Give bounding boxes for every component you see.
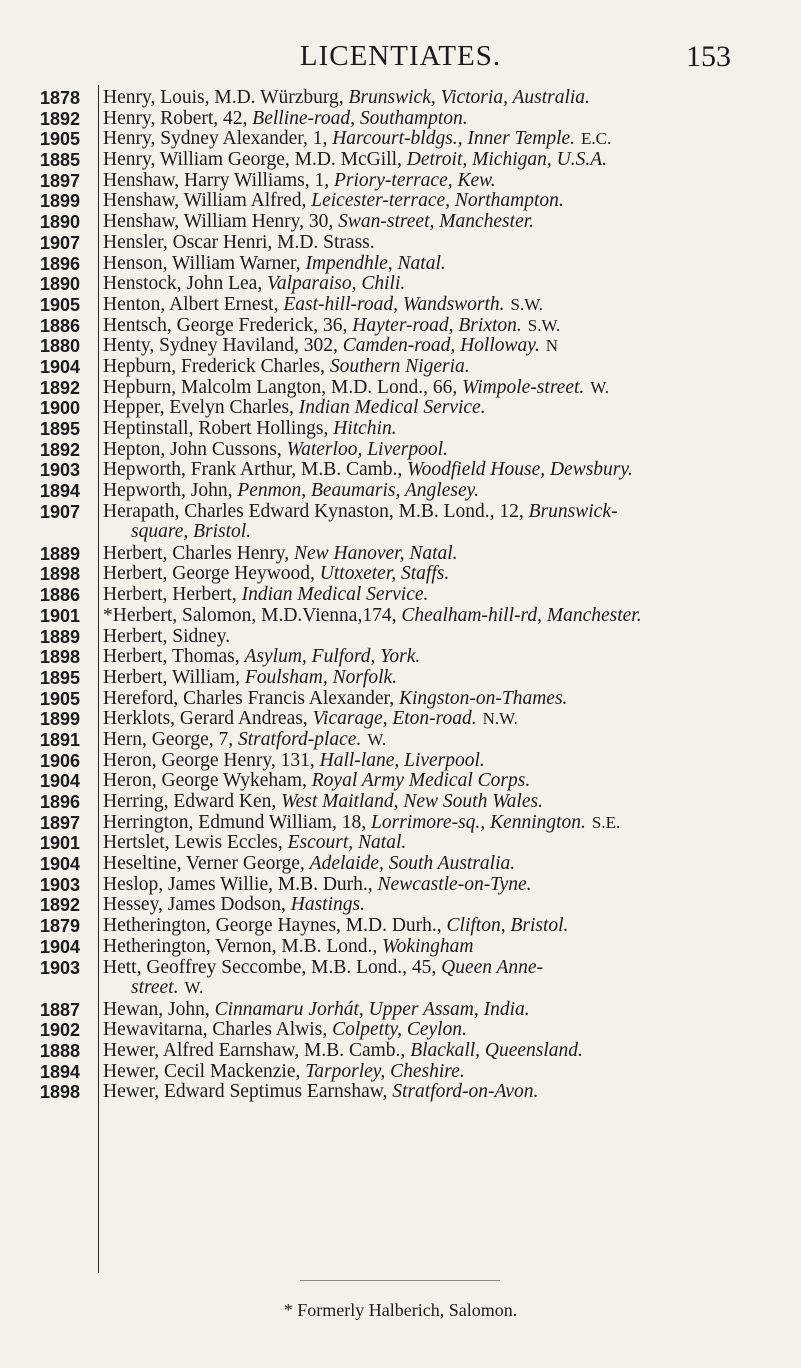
entry-address: Leicester-terrace, Northampton. [311,190,564,212]
entry-name: Hewer, Edward Septimus Earnshaw, [103,1081,393,1103]
entry-address: Tarporley, Cheshire. [305,1060,465,1082]
entry-name: Hewer, Cecil Mackenzie, [103,1060,306,1082]
entry-text [103,1041,783,1062]
list-item [0,440,801,461]
footnote: * Formerly Halberich, Salomon. [283,1300,518,1320]
list-item [0,730,801,751]
entry-address: Uttoxeter, Staffs. [319,563,450,585]
entry-year: 1887 [40,999,81,1020]
entry-name: Henton, Albert Ernest, [103,293,284,315]
entry-name: Hertslet, Lewis Eccles, [103,832,288,854]
list-item [0,171,801,192]
entry-year: 1899 [40,191,81,212]
entry-text [103,212,783,233]
entry-text [103,544,783,565]
list-item [0,502,801,544]
entry-address: Detroit, Michigan, U.S.A. [406,149,607,171]
entry-continuation [103,522,783,543]
entry-address: Belline-road, Southampton. [252,107,468,129]
entry-year: 1898 [40,564,81,585]
entry-year: 1890 [40,274,81,295]
entry-year: 1892 [40,377,81,398]
entry-name: Hepburn, Malcolm Langton, M.D. Lond., 66, [103,376,463,398]
entry-text [103,895,783,916]
entry-district: S.W. [510,294,543,314]
list-item [0,129,801,150]
list-item [0,109,801,130]
entry-text [103,585,783,606]
entry-name: Herrington, Edmund William, 18, [103,811,372,833]
entry-year: 1898 [40,1082,81,1103]
entry-text [103,109,783,130]
list-item [0,274,801,295]
entry-name: Hepburn, Frederick Charles, [103,355,330,377]
entry-text [103,419,783,440]
entry-name: Hewavitarna, Charles Alwis, [103,1019,333,1041]
entry-text [103,191,783,212]
entry-year: 1901 [40,833,81,854]
entry-address: Penmon, Beaumaris, Anglesey. [237,480,480,502]
entry-name: Hereford, Charles Francis Alexander, [103,687,399,709]
list-item [0,233,801,254]
entry-address: Indian Medical Service. [298,397,486,419]
list-item [0,295,801,316]
entry-district: W. [367,729,387,749]
entry-name: Herbert, George Heywood, [103,563,320,585]
entry-year: 1892 [40,439,81,460]
entry-year: 1900 [40,398,81,419]
entry-text [103,1062,783,1083]
entry-year: 1895 [40,667,81,688]
entry-name: *Herbert, Salomon, M.D.Vienna,174, [103,604,402,626]
list-item [0,709,801,730]
entry-name: Hetherington, Vernon, M.B. Lond., [103,935,383,957]
entry-address: Valparaiso, Chili. [267,273,406,295]
entry-address: Colpetty, Ceylon. [332,1019,467,1041]
entry-name: Hepworth, Frank Arthur, M.B. Camb., [103,459,408,481]
entry-name: Hepton, John Cussons, [103,438,287,460]
entry-address: Wokingham [382,935,474,957]
entry-name: Heslop, James Willie, M.B. Durh., [103,873,378,895]
entry-year: 1905 [40,129,81,150]
entry-name: Henry, William George, M.D. McGill, [103,149,407,171]
entry-name: Herapath, Charles Edward Kynaston, M.B. Lond., 12, [103,500,529,522]
entry-year: 1902 [40,1020,81,1041]
entry-text [103,606,783,627]
list-item [0,854,801,875]
entry-year: 1903 [40,957,81,978]
entry-year: 1897 [40,812,81,833]
entry-year: 1907 [40,501,81,522]
entry-year: 1886 [40,585,81,606]
entry-name: Henshaw, William Alfred, [103,190,312,212]
entry-district: S.E. [591,812,621,832]
entry-address: New Hanover, Natal. [293,542,458,564]
entry-name: Hetherington, George Haynes, M.D. Durh., [103,915,447,937]
entry-address: Blackall, Queensland. [410,1039,583,1061]
entry-name: Herbert, Sidney. [103,625,231,647]
entry-name: Herbert, Charles Henry, [103,542,294,564]
entry-address-continued: street. [131,977,179,999]
entry-address: Hall-lane, Liverpool. [319,749,485,771]
entry-name: Herklots, Gerard Andreas, [103,708,313,730]
entry-name: Henry, Louis, M.D. Würzburg, [103,87,349,108]
entry-address: Royal Army Medical Corps. [311,770,531,792]
entry-year: 1889 [40,626,81,647]
entry-text [103,295,783,316]
list-item [0,357,801,378]
list-item [0,1020,801,1041]
entry-name: Heron, George Wykeham, [103,770,312,792]
entry-name: Hewan, John, [103,998,215,1020]
entry-text [103,1000,783,1021]
entry-year: 1897 [40,170,81,191]
entry-text [103,440,783,461]
entry-address: Camden-road, Holloway. [342,335,540,357]
entry-name: Herring, Edward Ken, [103,791,282,812]
entry-district: N.W. [482,709,518,729]
entries-list [0,88,801,1103]
entry-year: 1894 [40,481,81,502]
entry-text [103,689,783,710]
list-item [0,751,801,772]
entry-text [103,378,783,399]
entry-year: 1886 [40,315,81,336]
entry-year: 1879 [40,916,81,937]
list-item [0,937,801,958]
entry-year: 1904 [40,936,81,957]
list-item [0,689,801,710]
entry-name: Heptinstall, Robert Hollings, [103,418,334,439]
entry-text [103,233,783,254]
entry-address: Brunswick- [528,500,618,522]
list-item [0,958,801,1000]
entry-year: 1905 [40,688,81,709]
entry-text [103,336,783,357]
entry-district: W. [184,978,204,998]
entry-district: N [545,336,559,356]
entry-text [103,316,783,337]
entry-year: 1896 [40,253,81,274]
entry-name: Herbert, William, [103,666,245,688]
list-item [0,398,801,419]
entry-address: Impendhle, Natal. [305,252,446,274]
entry-text [103,647,783,668]
list-item [0,212,801,233]
entry-address: Escourt, Natal. [287,832,407,854]
list-item [0,1082,801,1103]
list-item [0,254,801,275]
entry-text [103,813,783,834]
entry-text [103,627,783,648]
entry-text [103,937,783,958]
entry-name: Hepworth, John, [103,480,238,502]
entry-address: Stratford-on-Avon. [392,1081,539,1103]
entry-name: Herbert, Herbert, [103,584,242,606]
entry-name: Henshaw, Harry Williams, 1, [103,169,335,191]
list-item [0,606,801,627]
list-item [0,647,801,668]
entry-year: 1896 [40,792,81,812]
list-item [0,792,801,813]
entry-year: 1903 [40,874,81,895]
entry-name: Henry, Robert, 42, [103,107,253,129]
entry-name: Hett, Geoffrey Seccombe, M.B. Lond., 45, [103,956,442,978]
entry-text [103,171,783,192]
entry-text [103,150,783,171]
entry-text [103,481,783,502]
list-item [0,481,801,502]
entry-year: 1880 [40,336,81,357]
entry-address: West Maitland, New South Wales. [281,791,543,812]
entry-district: E.C. [581,129,612,149]
entry-address: East-hill-road, Wandsworth. [283,293,505,315]
entry-text [103,771,783,792]
entry-address: Foulsham, Norfolk. [244,666,398,688]
page-header [0,40,801,80]
entry-address: Harcourt-bldgs., Inner Temple. [332,128,576,150]
entry-text [103,129,783,150]
entry-year: 1891 [40,729,81,750]
list-item [0,191,801,212]
entry-text [103,254,783,275]
entry-text [103,1082,783,1103]
entry-continuation [103,978,783,999]
entry-year: 1904 [40,854,81,875]
entry-name: Hensler, Oscar Henri, M.D. Strass. [103,231,375,253]
entry-year: 1898 [40,647,81,668]
entry-year: 1899 [40,709,81,730]
entry-address: Chealham-hill-rd, Manchester. [401,604,642,626]
entry-year: 1904 [40,771,81,792]
list-item [0,460,801,481]
entry-text [103,274,783,295]
entry-text [103,751,783,772]
entry-text [103,502,783,543]
list-item [0,564,801,585]
list-item [0,419,801,440]
entry-address: Priory-terrace, Kew. [334,169,496,191]
entry-text [103,668,783,689]
entry-name: Hern, George, 7, [103,728,239,750]
entry-name: Heron, George Henry, 131, [103,749,320,771]
list-item [0,833,801,854]
entry-address: Indian Medical Service. [241,584,429,606]
entry-text [103,833,783,854]
list-item [0,150,801,171]
entry-year: 1905 [40,294,81,315]
list-item [0,895,801,916]
entry-text [103,564,783,585]
entry-year: 1888 [40,1040,81,1061]
entry-name: Henstock, John Lea, [103,273,268,295]
entry-year: 1901 [40,605,81,626]
entry-text [103,854,783,875]
entry-address: Kingston-on-Thames. [398,687,568,709]
entry-address: Waterloo, Liverpool. [286,438,448,460]
entry-text [103,398,783,419]
list-item [0,336,801,357]
list-item [0,585,801,606]
entry-address-continued: square, Bristol. [131,521,252,543]
entry-address: Adelaide, South Australia. [309,853,516,875]
entry-text [103,958,783,999]
entry-text [103,357,783,378]
entry-text [103,875,783,896]
entry-text [103,1020,783,1041]
entry-address: Clifton, Bristol. [446,915,569,937]
entry-name: Hentsch, George Frederick, 36, [103,314,353,336]
list-item [0,916,801,937]
entry-text [103,792,783,813]
entry-address: Swan-street, Manchester. [338,211,535,233]
list-item [0,813,801,834]
entry-year: 1903 [40,460,81,481]
entry-year: 1895 [40,419,81,439]
entry-year: 1878 [40,88,81,108]
entry-text [103,460,783,481]
list-item [0,668,801,689]
list-item [0,544,801,565]
list-item [0,771,801,792]
entry-address: Newcastle-on-Tyne. [377,873,532,895]
entry-district: W. [590,377,610,397]
entry-address: Hayter-road, Brixton. [352,314,522,336]
entry-address: Asylum, Fulford, York. [244,646,421,668]
entry-year: 1906 [40,750,81,771]
list-item [0,1041,801,1062]
entry-year: 1907 [40,232,81,253]
list-item [0,378,801,399]
footnote-rule [300,1280,500,1281]
entry-name: Henson, William Warner, [103,252,306,274]
entry-district: S.W. [527,315,561,335]
entry-year: 1885 [40,150,81,171]
entry-address: Stratford-place. [238,728,362,750]
entry-address: Hastings. [290,894,365,916]
entry-text [103,916,783,937]
entry-address: Wimpole-street. [462,376,585,398]
list-item [0,627,801,648]
entry-address: Lorrimore-sq., Kennington. [371,811,586,833]
entry-year: 1889 [40,543,81,564]
entry-name: Hewer, Alfred Earnshaw, M.B. Camb., [103,1039,411,1061]
entry-name: Hepper, Evelyn Charles, [103,397,299,419]
entry-text [103,730,783,751]
entry-year: 1892 [40,895,81,916]
entry-name: Henty, Sydney Haviland, 302, [103,335,343,357]
entry-address: Woodfield House, Dewsbury. [407,459,633,481]
list-item [0,1000,801,1021]
list-item [0,88,801,109]
list-item [0,316,801,337]
list-item [0,875,801,896]
entry-year: 1892 [40,108,81,129]
entry-address: Southern Nigeria. [329,355,470,377]
running-title: LICENTIATES. [299,40,502,72]
list-item [0,1062,801,1083]
page-number: 153 [686,40,731,73]
entry-year: 1890 [40,212,81,233]
entry-address: Cinnamaru Jorhát, Upper Assam, India. [214,998,530,1020]
entry-text [103,88,783,109]
entry-name: Henshaw, William Henry, 30, [103,211,339,233]
entry-address: Vicarage, Eton-road. [312,708,477,730]
entry-text [103,709,783,730]
entry-address: Queen Anne- [441,956,544,978]
entry-address: Hitchin. [333,418,397,439]
entry-name: Heseltine, Verner George, [103,853,310,875]
entry-year: 1894 [40,1061,81,1082]
entry-name: Hessey, James Dodson, [103,894,291,916]
entry-name: Henry, Sydney Alexander, 1, [103,128,333,150]
entry-year: 1904 [40,356,81,377]
entry-name: Herbert, Thomas, [103,646,245,668]
entry-address: Brunswick, Victoria, Australia. [348,87,590,108]
